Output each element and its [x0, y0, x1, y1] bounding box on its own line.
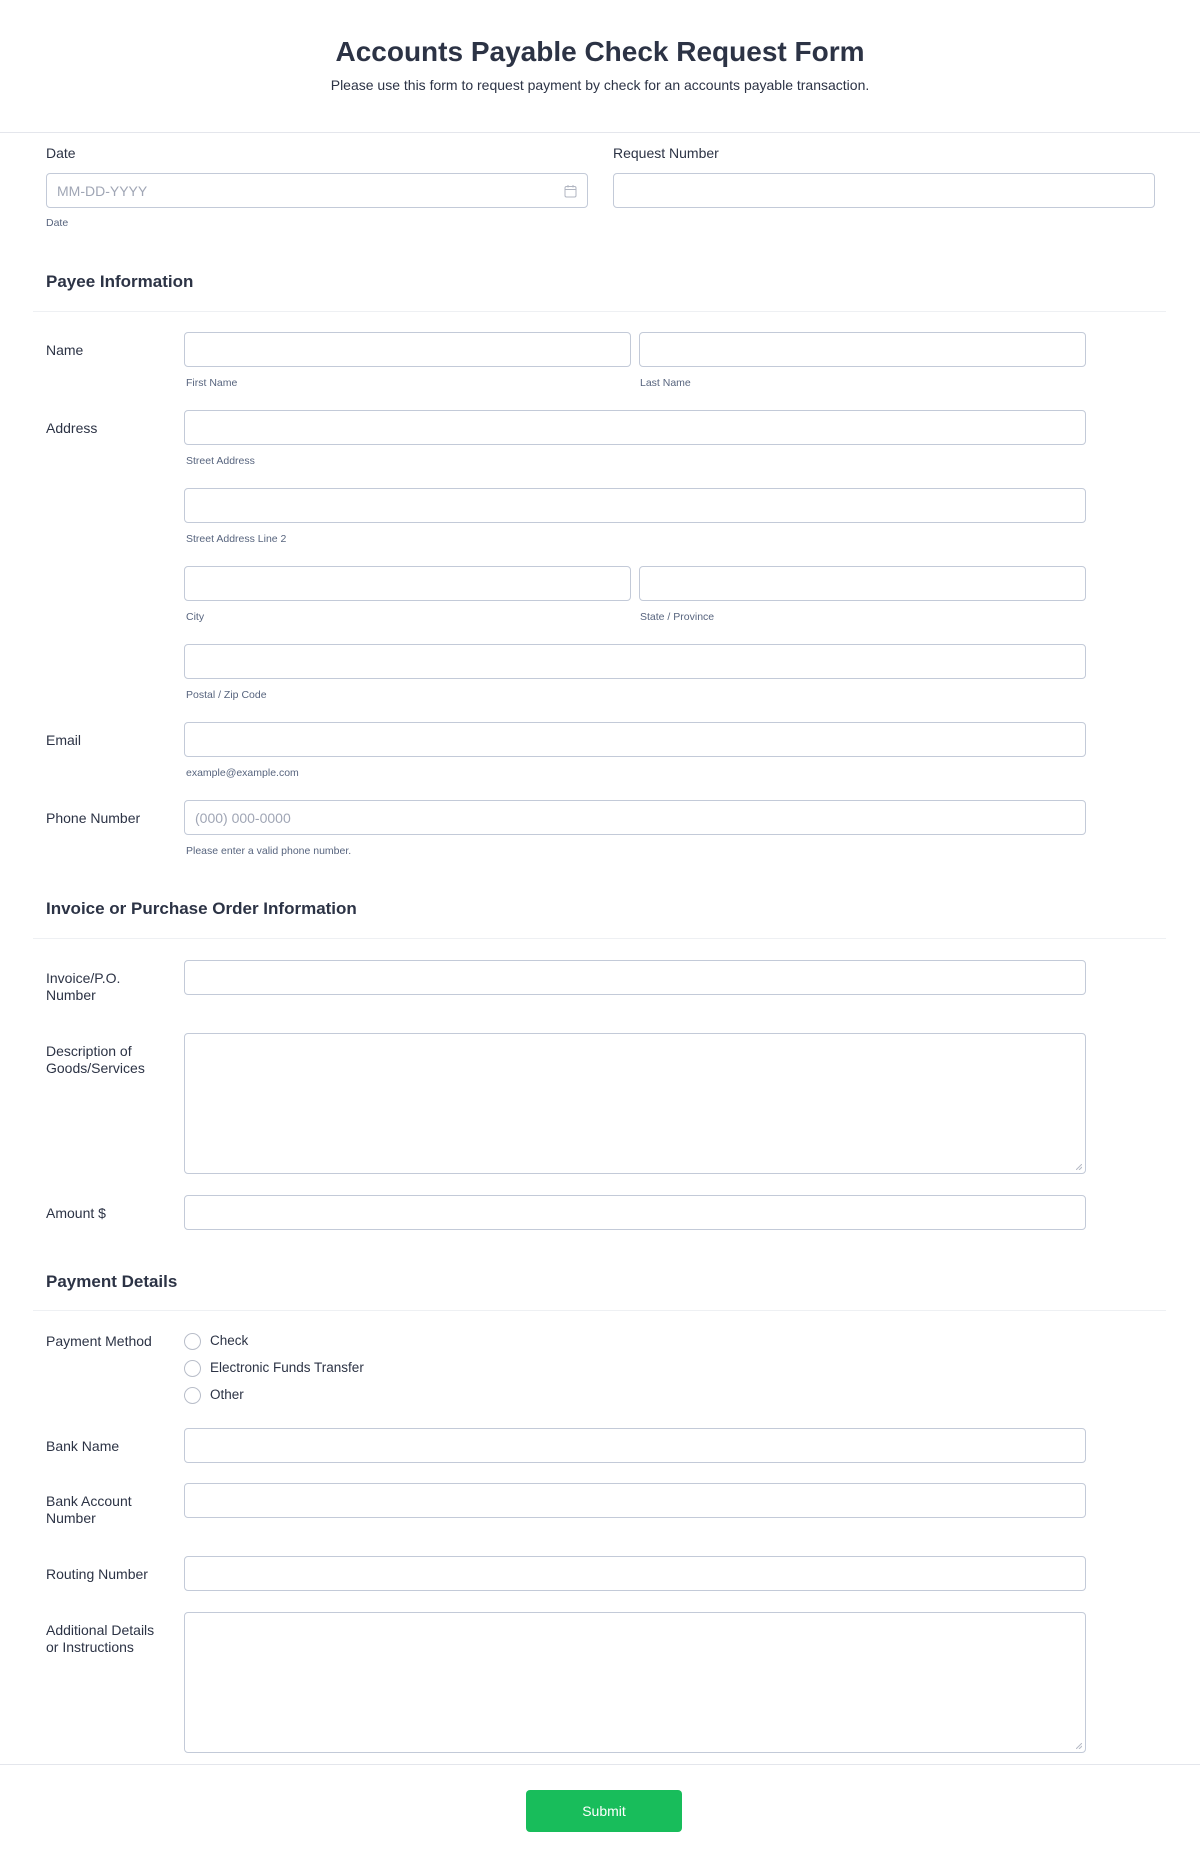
- date-placeholder: MM-DD-YYYY: [57, 183, 148, 199]
- bank-account-input[interactable]: [184, 1483, 1086, 1518]
- section-divider: [33, 311, 1166, 312]
- date-input[interactable]: [46, 173, 588, 208]
- phone-input[interactable]: [184, 800, 1086, 835]
- form-title: Accounts Payable Check Request Form: [335, 36, 865, 67]
- calendar-icon[interactable]: [564, 184, 577, 198]
- description-label: Description of Goods/Services: [46, 1043, 145, 1076]
- amount-label: Amount $: [46, 1205, 106, 1221]
- resize-handle-icon[interactable]: [1076, 1164, 1082, 1170]
- email-input[interactable]: [184, 722, 1086, 757]
- first-name-input[interactable]: [184, 332, 631, 367]
- radio-label-check[interactable]: Check: [210, 1333, 249, 1348]
- header-divider: [0, 132, 1200, 133]
- date-sublabel: Date: [46, 217, 69, 229]
- section-heading-payment: Payment Details: [46, 1272, 178, 1291]
- section-heading-payee: Payee Information: [46, 272, 194, 291]
- postal-code-input[interactable]: [184, 644, 1086, 679]
- city-input[interactable]: [184, 566, 631, 601]
- city-sublabel: City: [186, 611, 205, 623]
- invoice-number-input[interactable]: [184, 960, 1086, 995]
- date-label: Date: [46, 145, 76, 161]
- amount-input[interactable]: [184, 1195, 1086, 1230]
- state-province-input[interactable]: [639, 566, 1086, 601]
- request-number-input[interactable]: [613, 173, 1155, 208]
- radio-label-eft[interactable]: Electronic Funds Transfer: [210, 1360, 364, 1375]
- email-sublabel: example@example.com: [186, 767, 299, 779]
- name-label: Name: [46, 342, 84, 358]
- radio-check[interactable]: [184, 1333, 201, 1350]
- first-name-sublabel: First Name: [186, 377, 238, 389]
- description-textarea[interactable]: [184, 1033, 1086, 1174]
- radio-label-other[interactable]: Other: [210, 1387, 244, 1402]
- last-name-input[interactable]: [639, 332, 1086, 367]
- form-subtitle: Please use this form to request payment by check for an accounts payable transaction.: [330, 77, 870, 93]
- email-label: Email: [46, 732, 82, 748]
- section-heading-invoice: Invoice or Purchase Order Information: [46, 899, 357, 918]
- bank-account-label: Bank Account Number: [46, 1493, 132, 1526]
- additional-details-label: Additional Details or Instructions: [46, 1622, 155, 1655]
- postal-code-sublabel: Postal / Zip Code: [186, 689, 267, 701]
- submit-button[interactable]: Submit: [526, 1790, 682, 1832]
- phone-placeholder: (000) 000-0000: [195, 810, 291, 826]
- request-number-label: Request Number: [613, 145, 719, 161]
- section-divider: [33, 938, 1166, 939]
- routing-number-input[interactable]: [184, 1556, 1086, 1591]
- bank-name-input[interactable]: [184, 1428, 1086, 1463]
- state-province-sublabel: State / Province: [640, 611, 715, 623]
- resize-handle-icon[interactable]: [1076, 1743, 1082, 1749]
- radio-eft[interactable]: [184, 1360, 201, 1377]
- address-label: Address: [46, 420, 98, 436]
- footer-divider: [0, 1764, 1200, 1765]
- street-address-input[interactable]: [184, 410, 1086, 445]
- payment-method-label: Payment Method: [46, 1333, 152, 1349]
- routing-number-label: Routing Number: [46, 1566, 148, 1582]
- street-address-line2-sublabel: Street Address Line 2: [186, 533, 287, 545]
- invoice-number-label: Invoice/P.O. Number: [46, 970, 121, 1003]
- radio-other[interactable]: [184, 1387, 201, 1404]
- last-name-sublabel: Last Name: [640, 377, 691, 389]
- additional-details-textarea[interactable]: [184, 1612, 1086, 1753]
- bank-name-label: Bank Name: [46, 1438, 120, 1454]
- street-address-line2-input[interactable]: [184, 488, 1086, 523]
- phone-label: Phone Number: [46, 810, 141, 826]
- section-divider: [33, 1310, 1166, 1311]
- phone-sublabel: Please enter a valid phone number.: [186, 845, 352, 857]
- street-address-sublabel: Street Address: [186, 455, 255, 467]
